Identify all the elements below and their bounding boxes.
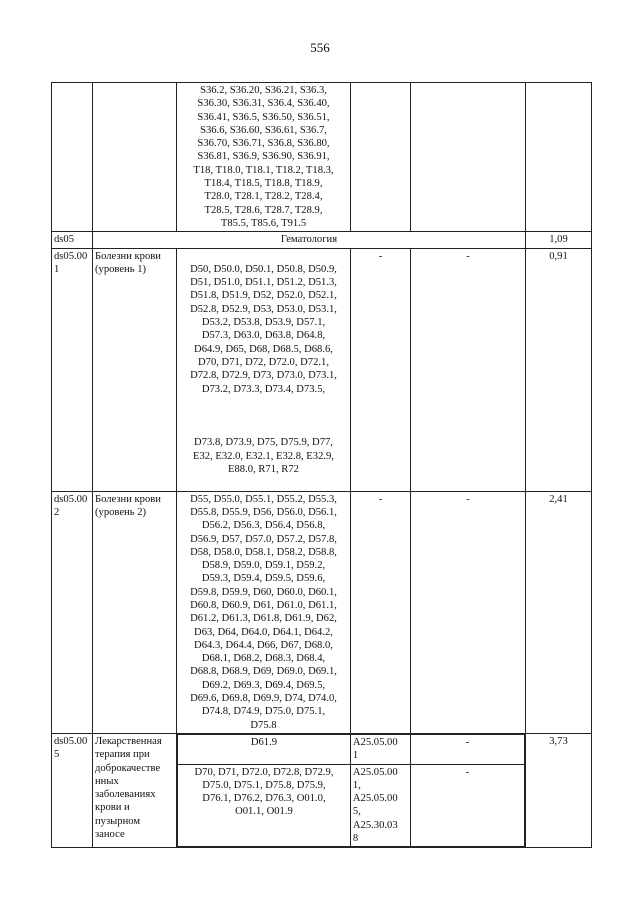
sub-rows-table xyxy=(177,734,525,847)
tariff-table xyxy=(51,82,592,848)
section-id: ds05 xyxy=(52,232,93,248)
service-code: A25.05.00 1, A25.05.00 5, A25.30.03 8 xyxy=(350,764,410,847)
diagnosis-codes-cell: S36.2, S36.20, S36.21, S36.3, S36.30, S36.31, S36.4, S36.40, S36.41, S36.5, S36.50, S36.51, S36.6, S36.60, S36.61, S36.7, S36.70, S36.71, S36.8, S36.80, S36.81, S36.9, S36.90, S36.91, T18, T18.0, T18.1, T18.2, T18.3, T18.4, T18.5, T18.8, T18.9, T28.0, T28.1, T28.2, T28.4, T28.5, T28.6, T28.7, T28.9, T85.5, T85.6, T91.5 xyxy=(177,83,351,232)
row-coef: 0,91 xyxy=(526,248,592,491)
sub-row xyxy=(178,734,525,764)
name-cell xyxy=(93,83,177,232)
sub-row xyxy=(178,764,525,847)
table-row xyxy=(52,491,592,733)
diagnosis-codes-cell: D70, D71, D72.0, D72.8, D72.9, D75.0, D75.1, D75.8, D75.9, D76.1, D76.2, D76.3, O01.0, O01.1, O01.9 xyxy=(178,764,351,847)
row-id: ds05.00 5 xyxy=(52,733,93,847)
service-code: A25.05.00 1 xyxy=(350,734,410,764)
diagnosis-codes-cell: D61.9 xyxy=(178,734,351,764)
extra-criterion: - xyxy=(410,764,524,847)
row-id: ds05.00 2 xyxy=(52,491,93,733)
row-coef: 2,41 xyxy=(526,491,592,733)
spacer xyxy=(179,409,348,423)
extra-criterion: - xyxy=(410,734,524,764)
row-name: Лекарственная терапия при доброкачестве нных заболеваниях крови и пузырном заносе xyxy=(93,733,177,847)
diagnosis-codes-cell xyxy=(177,248,351,491)
page-number: 556 xyxy=(310,40,330,55)
row-name: Болезни крови (уровень 1) xyxy=(93,248,177,491)
row-id: ds05.00 1 xyxy=(52,248,93,491)
table-row xyxy=(52,248,592,491)
extra-criterion: - xyxy=(411,491,526,733)
diagnosis-codes-part-1: D50, D50.0, D50.1, D50.8, D50.9, D51, D51.0, D51.1, D51.2, D51.3, D51.8, D51.9, D52, D52.0, D52.1, D52.8, D52.9, D53, D53.0, D53.1, D53.2, D53.8, D53.9, D57.1, D57.3, D63.0, D63.8, D64.8, D64.9, D65, D68, D68.5, D68.6, D70, D71, D72, D72.0, D72.1, D72.8, D72.9, D73, D73.0, D73.1, D73.2, D73.3, D73.4, D73.5, xyxy=(190,263,337,395)
table-row-continuation xyxy=(52,83,592,232)
table-row xyxy=(52,733,592,847)
diagnosis-codes-part-2: D73.8, D73.9, D75, D75.9, D77, E32, E32.0, E32.1, E32.8, E32.9, E88.0, R71, R72 xyxy=(193,437,334,476)
section-title: Гематология xyxy=(93,232,526,248)
row-name: Болезни крови (уровень 2) xyxy=(93,491,177,733)
sub-rows-cell xyxy=(177,733,526,847)
id-cell xyxy=(52,83,93,232)
service-cell xyxy=(351,83,411,232)
section-header-row xyxy=(52,232,592,248)
diagnosis-codes-cell: D55, D55.0, D55.1, D55.2, D55.3, D55.8, D55.9, D56, D56.0, D56.1, D56.2, D56.3, D56.4, D56.8, D56.9, D57, D57.0, D57.2, D57.8, D58, D58.0, D58.1, D58.2, D58.8, D58.9, D59.0, D59.1, D59.2, D59.3, D59.4, D59.5, D59.6, D59.8, D59.9, D60, D60.0, D60.1, D60.8, D60.9, D61, D61.0, D61.1, D61.2, D61.3, D61.8, D61.9, D62, D63, D64, D64.0, D64.1, D64.2, D64.3, D64.4, D66, D67, D68.0, D68.1, D68.2, D68.3, D68.4, D68.8, D68.9, D69, D69.0, D69.1, D69.2, D69.3, D69.4, D69.5, D69.6, D69.8, D69.9, D74, D74.0, D74.8, D74.9, D75.0, D75.1, D75.8 xyxy=(177,491,351,733)
service-code: - xyxy=(351,248,411,491)
service-code: - xyxy=(351,491,411,733)
extra-cell xyxy=(411,83,526,232)
section-coef: 1,09 xyxy=(526,232,592,248)
coef-cell xyxy=(526,83,592,232)
row-coef: 3,73 xyxy=(526,733,592,847)
extra-criterion: - xyxy=(411,248,526,491)
